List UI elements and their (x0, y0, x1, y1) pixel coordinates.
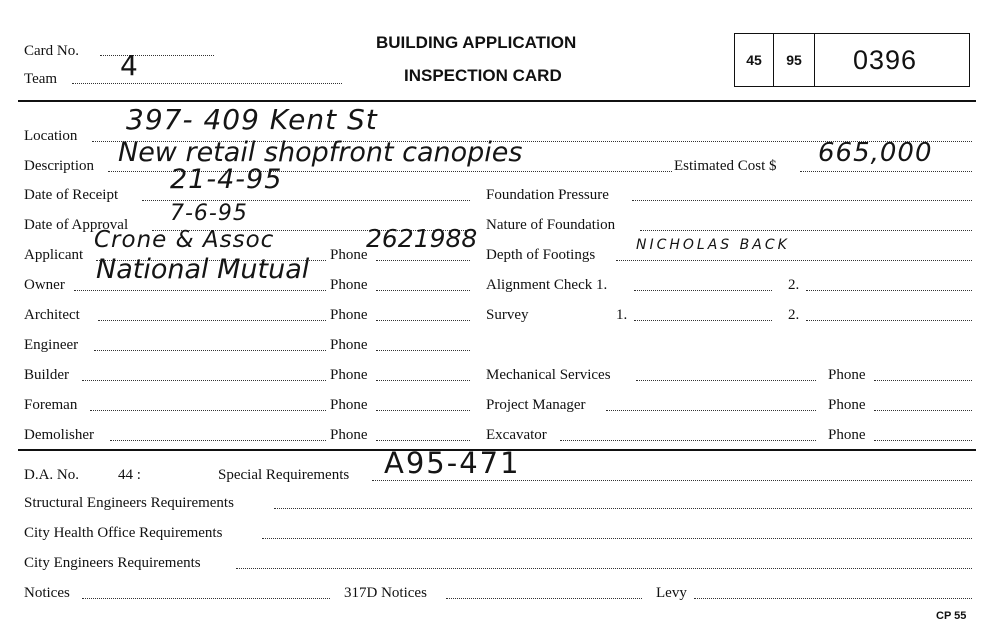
builder-field[interactable] (82, 380, 326, 381)
owner-phone-label: Phone (330, 277, 368, 293)
date-of-approval-label: Date of Approval (24, 217, 129, 233)
alignment-check-2-label: 2. (788, 277, 800, 293)
builder-phone-field[interactable] (376, 380, 470, 381)
header-divider (18, 100, 976, 102)
description-value: New retail shopfront canopies (118, 137, 523, 168)
team-field[interactable] (72, 83, 342, 84)
estimated-cost-value: 665,000 (818, 138, 933, 168)
foundation-pressure-field[interactable] (632, 200, 972, 201)
owner-value: National Mutual (96, 254, 310, 285)
survey-label: Survey (486, 307, 529, 323)
notices-label: Notices (24, 585, 70, 601)
date-of-receipt-label: Date of Receipt (24, 187, 119, 203)
team-value: 4 (120, 49, 139, 82)
depth-of-footings-field[interactable] (616, 260, 972, 261)
foreman-label: Foreman (24, 397, 78, 413)
foreman-field[interactable] (90, 410, 326, 411)
mechanical-services-label: Mechanical Services (486, 367, 611, 383)
foreman-phone-field[interactable] (376, 410, 470, 411)
depth-of-footings-label: Depth of Footings (486, 247, 596, 263)
applicant-phone-field[interactable] (376, 260, 470, 261)
survey-2-field[interactable] (806, 320, 972, 321)
form-title-line1: BUILDING APPLICATION (376, 33, 577, 52)
notices-field[interactable] (82, 598, 330, 599)
card-no-label: Card No. (24, 43, 79, 59)
architect-label: Architect (24, 307, 80, 323)
city-health-label: City Health Office Requirements (24, 525, 223, 541)
project-manager-phone-field[interactable] (874, 410, 972, 411)
survey-1-field[interactable] (634, 320, 772, 321)
form-code: CP 55 (936, 610, 967, 622)
survey-1-label: 1. (616, 307, 628, 323)
card-no-field[interactable] (100, 55, 214, 56)
demolisher-phone-label: Phone (330, 427, 368, 443)
project-manager-phone-label: Phone (828, 397, 866, 413)
builder-phone-label: Phone (330, 367, 368, 383)
applicant-value: Crone & Assoc (94, 227, 275, 253)
excavator-phone-field[interactable] (874, 440, 972, 441)
special-requirements-field[interactable] (372, 480, 972, 481)
levy-field[interactable] (694, 598, 972, 599)
notices-317d-field[interactable] (446, 598, 642, 599)
survey-2-label: 2. (788, 307, 800, 323)
builder-label: Builder (24, 367, 69, 383)
mechanical-services-field[interactable] (636, 380, 816, 381)
special-requirements-label: Special Requirements (218, 467, 350, 483)
special-requirements-value: A95-471 (384, 446, 521, 480)
city-engineers-field[interactable] (236, 568, 972, 569)
city-health-field[interactable] (262, 538, 972, 539)
description-label: Description (24, 158, 94, 174)
da-no-value: 44 : (118, 467, 141, 483)
excavator-label: Excavator (486, 427, 547, 443)
demolisher-phone-field[interactable] (376, 440, 470, 441)
owner-phone-field[interactable] (376, 290, 470, 291)
architect-phone-field[interactable] (376, 320, 470, 321)
team-label: Team (24, 71, 58, 87)
excavator-phone-label: Phone (828, 427, 866, 443)
foundation-pressure-label: Foundation Pressure (486, 187, 609, 203)
project-manager-field[interactable] (606, 410, 816, 411)
structural-engineers-label: Structural Engineers Requirements (24, 495, 234, 511)
demolisher-label: Demolisher (24, 427, 94, 443)
da-no-label: D.A. No. (24, 467, 79, 483)
demolisher-field[interactable] (110, 440, 326, 441)
engineer-phone-field[interactable] (376, 350, 470, 351)
engineer-label: Engineer (24, 337, 79, 353)
architect-field[interactable] (98, 320, 326, 321)
levy-label: Levy (656, 585, 687, 601)
depth-of-footings-value: NICHOLAS BACK (636, 237, 790, 253)
architect-phone-label: Phone (330, 307, 368, 323)
code-box-cell-1: 45 (735, 34, 774, 86)
form-title-line2: INSPECTION CARD (404, 66, 562, 85)
applicant-label: Applicant (24, 247, 84, 263)
foreman-phone-label: Phone (330, 397, 368, 413)
applicant-phone-value: 2621988 (366, 224, 478, 253)
mechanical-services-phone-field[interactable] (874, 380, 972, 381)
project-manager-label: Project Manager (486, 397, 586, 413)
code-box-cell-2: 95 (774, 34, 815, 86)
estimated-cost-label: Estimated Cost $ (674, 158, 777, 174)
owner-label: Owner (24, 277, 65, 293)
location-value: 397- 409 Kent St (126, 103, 378, 136)
applicant-phone-label: Phone (330, 247, 368, 263)
notices-317d-label: 317D Notices (344, 585, 427, 601)
alignment-check-2-field[interactable] (806, 290, 972, 291)
location-label: Location (24, 128, 78, 144)
alignment-check-1-field[interactable] (634, 290, 772, 291)
engineer-field[interactable] (94, 350, 326, 351)
date-of-receipt-value: 21-4-95 (170, 164, 283, 195)
nature-of-foundation-field[interactable] (640, 230, 972, 231)
estimated-cost-field[interactable] (800, 171, 972, 172)
excavator-field[interactable] (560, 440, 816, 441)
code-box-number: 0396 (853, 45, 918, 75)
date-of-approval-value: 7-6-95 (170, 201, 248, 226)
nature-of-foundation-label: Nature of Foundation (486, 217, 616, 233)
owner-field[interactable] (74, 290, 326, 291)
mechanical-services-phone-label: Phone (828, 367, 866, 383)
engineer-phone-label: Phone (330, 337, 368, 353)
code-box (734, 33, 970, 87)
alignment-check-label: Alignment Check 1. (486, 277, 608, 293)
city-engineers-label: City Engineers Requirements (24, 555, 201, 571)
structural-engineers-field[interactable] (274, 508, 972, 509)
